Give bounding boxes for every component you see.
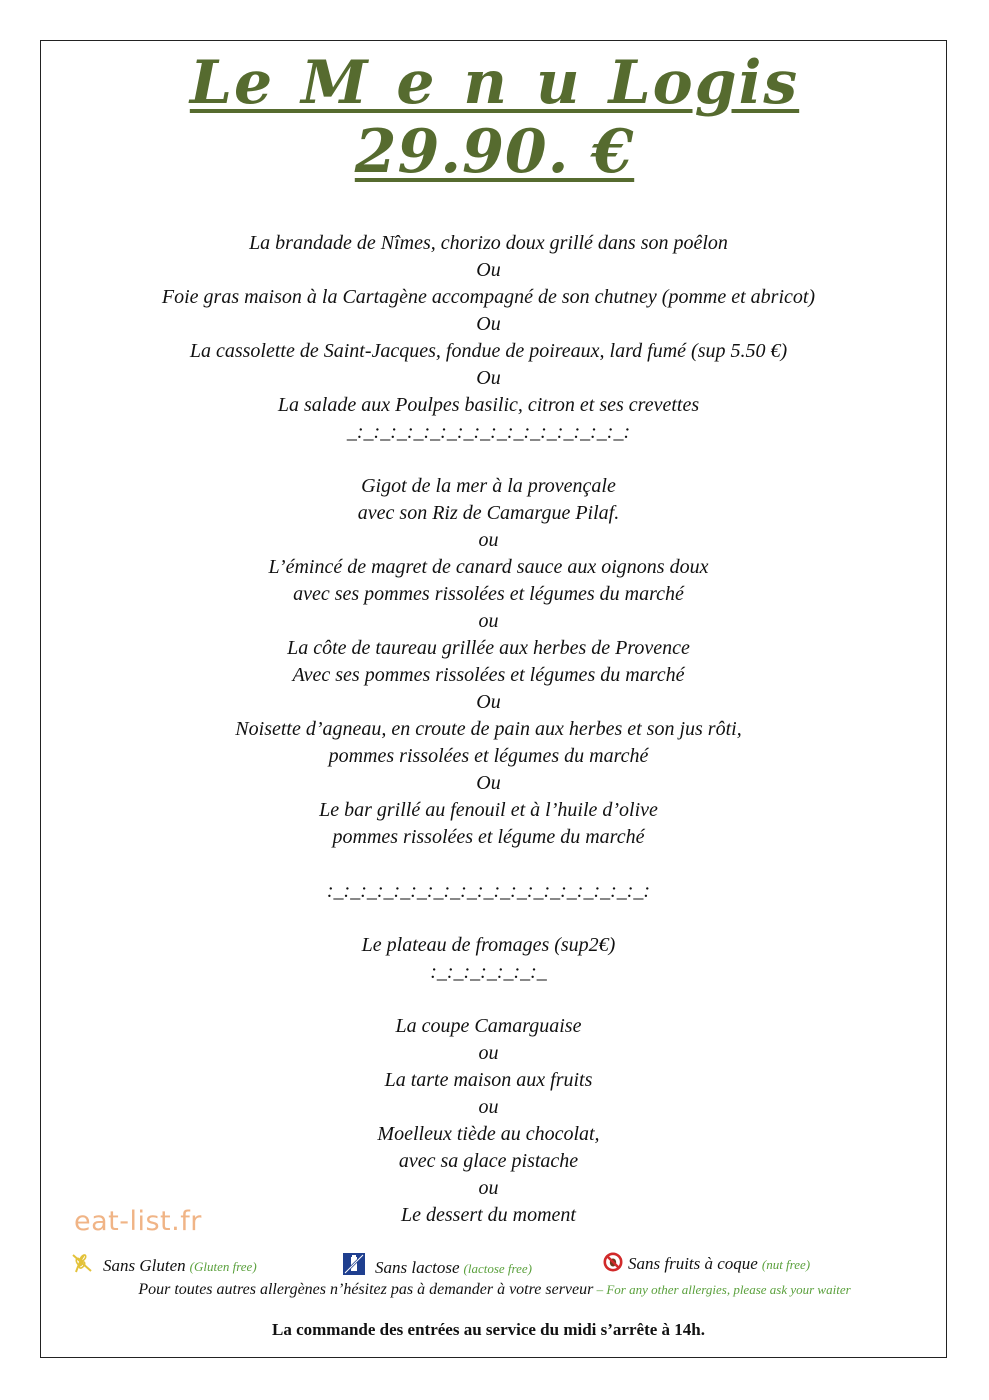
menu-line: La coupe Camarguaise <box>395 1015 582 1037</box>
menu-line: avec son Riz de Camargue Pilaf. <box>357 502 620 524</box>
allergen-note <box>0 1281 989 1299</box>
watermark: eat-list.fr <box>74 1206 202 1237</box>
menu-line: ou <box>478 1096 499 1118</box>
menu-line: La salade aux Poulpes basilic, citron et ses crevettes <box>277 394 700 416</box>
service-notice: La commande des entrées au service du midi s’arrête à 14h. <box>272 1320 705 1339</box>
menu-line: Ou <box>476 259 501 281</box>
menu-line: avec ses pommes rissolées et légumes du marché <box>293 583 684 605</box>
allergen-legend <box>0 1252 989 1282</box>
legend-lactose <box>342 1252 532 1281</box>
fromage-section <box>0 932 977 986</box>
plats-section <box>0 473 977 851</box>
menu-line: Le bar grillé au fenouil et à l’huile d’olive <box>319 799 658 821</box>
legend-label: Sans Gluten <box>103 1256 186 1275</box>
section-separator: :_:_:_:_:_:_:_:_:_:_:_:_:_:_:_:_:_:_:_: <box>326 880 651 902</box>
menu-line: La côte de taureau grillée aux herbes de Provence <box>287 637 690 659</box>
menu-line: pommes rissolées et légumes du marché <box>328 745 649 767</box>
allergen-note-en: – For any other allergies, please ask your waiter <box>593 1282 851 1297</box>
menu-line: Le dessert du moment <box>401 1204 576 1226</box>
allergen-note-fr: Pour toutes autres allergènes n’hésitez pas à demander à votre serveur <box>138 1281 594 1298</box>
legend-label: Sans lactose <box>375 1258 460 1277</box>
legend-label: Sans fruits à coque <box>628 1254 758 1273</box>
menu-line: L’émincé de magret de canard sauce aux oignons doux <box>268 556 709 578</box>
menu-line: ou <box>478 1042 499 1064</box>
menu-line: La brandade de Nîmes, chorizo doux grillé dans son poêlon <box>249 232 728 254</box>
menu-line: Avec ses pommes rissolées et légumes du marché <box>292 664 685 686</box>
menu-line: Gigot de la mer à la provençale <box>361 475 616 497</box>
menu-line: Foie gras maison à la Cartagène accompagné de son chutney (pomme et abricot) <box>161 286 816 308</box>
wheat-crossed-icon <box>70 1252 94 1279</box>
menu-line: pommes rissolées et légume du marché <box>332 826 645 848</box>
menu-line: La tarte maison aux fruits <box>384 1069 593 1091</box>
menu-line: Ou <box>476 772 501 794</box>
entrees-section <box>0 230 977 446</box>
menu-line: Moelleux tiède au chocolat, <box>377 1123 600 1145</box>
menu-line: Le plateau de fromages (sup2€) <box>361 934 616 956</box>
menu-title: Le M e n u Logis <box>189 48 800 118</box>
menu-line: Noisette d’agneau, en croute de pain aux herbes et son jus rôti, <box>235 718 742 740</box>
menu-line: Ou <box>476 691 501 713</box>
legend-sub: (Gluten free) <box>189 1259 257 1274</box>
legend-sub: (nut free) <box>761 1257 811 1272</box>
menu-line: ou <box>478 610 499 632</box>
legend-sub: (lactose free) <box>463 1261 532 1276</box>
desserts-section <box>0 1013 977 1229</box>
milk-crossed-icon <box>342 1252 366 1281</box>
menu-line: ou <box>478 529 499 551</box>
menu-line: La cassolette de Saint-Jacques, fondue de poireaux, lard fumé (sup 5.50 €) <box>189 340 788 362</box>
section-separator: _:_:_:_:_:_:_:_:_:_:_:_:_:_:_:_:_: <box>346 421 631 443</box>
menu-body <box>0 230 977 1229</box>
legend-nuts <box>603 1252 810 1277</box>
menu-line: Ou <box>476 367 501 389</box>
menu-line: Ou <box>476 313 501 335</box>
menu-price: 29.90. € <box>354 117 635 187</box>
nut-crossed-icon <box>603 1252 623 1277</box>
menu-line: ou <box>478 1177 499 1199</box>
section-separator: :_:_:_:_:_:_:_ <box>430 961 547 983</box>
legend-gluten <box>70 1252 257 1279</box>
menu-line: avec sa glace pistache <box>398 1150 579 1172</box>
